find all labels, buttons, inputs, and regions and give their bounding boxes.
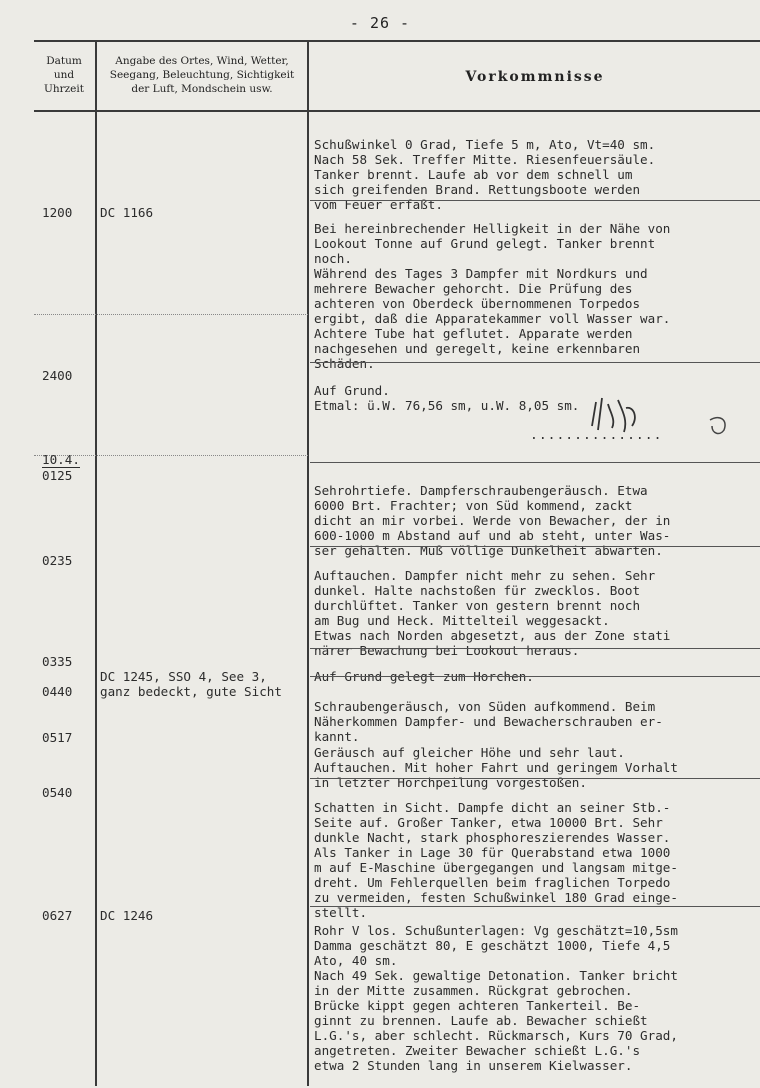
date-label: 10.4.	[42, 452, 80, 467]
entry-text: Bei hereinbrechender Helligkeit in der Nähe von Lookout Tonne auf Grund gelegt. Tanker brennt noch. Während des Tages 3 Dampfer mit Nordkurs und mehrere Bewacher gehorcht. Die Prüfung des achteren von Oberdeck übernommenen Torpedos ergibt, daß die Apparatekammer voll Wasser war. Achtere Tube hat geflutet. Apparate werden nachgesehen und geregelt, keine erkennbaren Schäden.	[314, 221, 671, 371]
header-bottom-border	[34, 110, 760, 112]
header-datum: Datum und Uhrzeit	[44, 55, 84, 95]
entry-separator	[310, 362, 760, 363]
entry-time: 2400	[42, 368, 73, 383]
entry-text: Schußwinkel 0 Grad, Tiefe 5 m, Ato, Vt=40 sm. Nach 58 Sek. Treffer Mitte. Riesenfeuersäule. Tanker brennt. Laufe ab vor dem schnell um sich greifenden Brand. Rettungsboote werden vom Feuer erfaßt.	[314, 137, 656, 212]
page-number: - 26 -	[349, 14, 411, 32]
entry-time: 0627	[42, 908, 73, 923]
entry-time: 0235	[42, 553, 73, 568]
header-angabe: Angabe des Ortes, Wind, Wetter, Seegang, Beleuchtung, Sichtigkeit der Luft, Mondschein usw.	[109, 55, 295, 95]
entry-separator	[310, 462, 760, 463]
entry-time: 0335	[42, 654, 73, 669]
entry-text: Auftauchen. Dampfer nicht mehr zu sehen. Sehr dunkel. Halte nachstoßen für zwecklos. Boot durchlüftet. Tanker von gestern brennt noch am Bug und Heck. Mittelteil weggesackt. Etwas nach Norden abgesetzt, aus der Zone stati närer Bewachung bei Lookout heraus.	[314, 568, 671, 658]
column-divider-1	[95, 40, 97, 1086]
entry-text: Schatten in Sicht. Dampfe dicht an seiner Stb.- Seite auf. Großer Tanker, etwa 10000 Brt. Sehr dunkle Nacht, stark phosphoreszierendes Wasser. Als Tanker in Lage 30 für Querabstand etwa 1000 m auf E-Maschine übergegangen und langsam mitge- dreht. Um Fehlerquellen beim fraglichen Torpedo zu vermeiden, festen Schußwinkel 180 Grad einge- stellt.	[314, 800, 678, 920]
entry-separator	[310, 906, 760, 907]
entry-text: Auf Grund gelegt zum Horchen.	[314, 669, 534, 684]
entry-text: Rohr V los. Schußunterlagen: Vg geschätzt=10,5sm Damma geschätzt 80, E geschätzt 1000, Tiefe 4,5 Ato, 40 sm. Nach 49 Sek. gewaltige Detonation. Tanker bricht in der Mitte zusammen. Rückgrat gebrochen. Brücke kippt gegen achteren Tankerteil. Be- ginnt zu brennen. Laufe ab. Bewacher schießt L.G.'s, aber schlecht. Rückmarsch, Kurs 70 Grad, angetreten. Zweiter Bewacher schießt L.G.'s etwa 2 Stunden lang in unserem Kielwasser.	[314, 923, 678, 1073]
entry-text: Geräusch auf gleicher Höhe und sehr laut. Auftauchen. Mit hoher Fahrt und geringem Vorhalt in letzter Horchpeilung vorgestoßen.	[314, 745, 678, 790]
entry-time: 0517	[42, 730, 73, 745]
entry-separator	[310, 648, 760, 649]
entry-separator	[310, 676, 760, 677]
entry-separator	[310, 778, 760, 779]
entry-place: DC 1246	[100, 908, 154, 923]
entry-separator	[310, 546, 760, 547]
table-top-border	[34, 40, 760, 42]
entry-text: Sehrohrtiefe. Dampferschraubengeräusch. Etwa 6000 Brt. Frachter; von Süd kommend, zackt dicht an mir vorbei. Werde von Bewacher, der in 600-1000 m Abstand auf und ab steht, unter Was- ser gehalten. Muß völlige Dunkelheit abwarten.	[314, 483, 671, 558]
entry-place: DC 1166	[100, 205, 154, 220]
entry-separator	[310, 200, 760, 201]
entry-text: Auf Grund. Etmal: ü.W. 76,56 sm, u.W. 8,05 sm.	[314, 383, 580, 413]
signature-dotted-line: ...............	[530, 428, 663, 443]
row-dotted-line	[34, 314, 308, 315]
entry-time: 1200	[42, 205, 73, 220]
header-vorkommnisse: Vorkommnisse	[465, 69, 605, 85]
column-divider-2	[307, 40, 309, 1086]
entry-place: DC 1245, SSO 4, See 3, ganz bedeckt, gute Sicht	[100, 669, 282, 699]
entry-time: 0125	[42, 468, 73, 483]
entry-time: 0540	[42, 785, 73, 800]
entry-text: Schraubengeräusch, von Süden aufkommend. Beim Näherkommen Dampfer- und Bewacherschrauben er- kannt.	[314, 699, 663, 744]
entry-time: 0440	[42, 684, 73, 699]
